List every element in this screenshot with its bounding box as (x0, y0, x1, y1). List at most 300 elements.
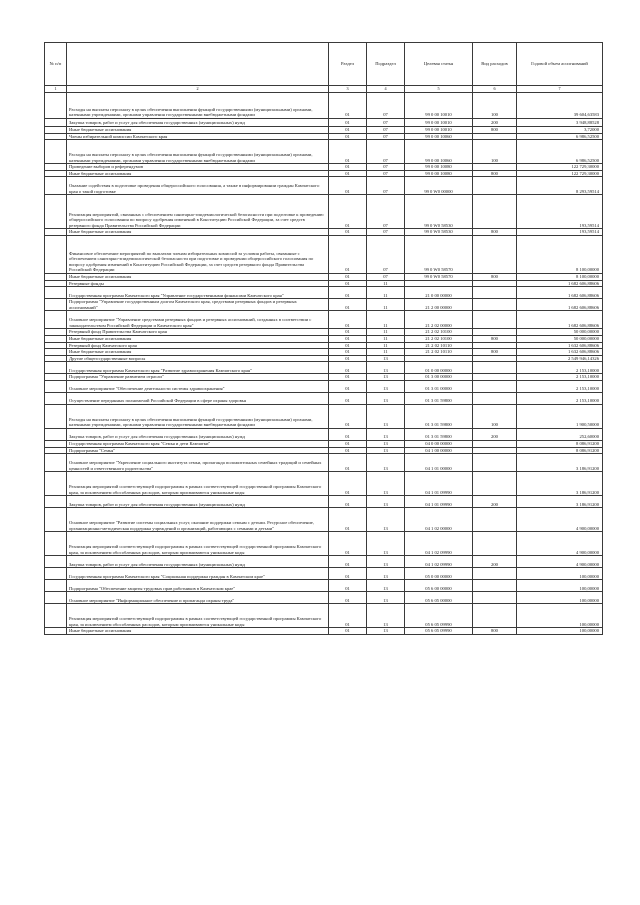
row-amount-cell: 100,00000 (517, 580, 603, 592)
row-expense-type-cell (473, 447, 517, 454)
row-subsection-cell: 07 (367, 119, 405, 127)
row-name-cell: Другие общегосударственные вопросы (67, 355, 329, 362)
table-row (45, 235, 603, 273)
budget-table (44, 42, 603, 635)
row-section-cell: 01 (329, 628, 367, 635)
row-target-article-cell: 99 0 W0 00000 (405, 177, 473, 195)
row-subsection-cell: 13 (367, 374, 405, 381)
row-target-article-cell: 05 6 05 00000 (405, 592, 473, 604)
row-subsection-cell: 13 (367, 604, 405, 628)
row-number-cell (45, 568, 67, 580)
row-target-article-cell: 01 3 00 00000 (405, 374, 473, 381)
row-section-cell: 01 (329, 454, 367, 472)
row-subsection-cell: 13 (367, 568, 405, 580)
row-number-cell (45, 287, 67, 299)
row-amount-cell: 2 153,10000 (517, 362, 603, 374)
row-expense-type-cell (473, 177, 517, 195)
row-subsection-cell: 07 (367, 93, 405, 119)
row-amount-cell: 4 900,00000 (517, 532, 603, 556)
row-section-cell: 01 (329, 164, 367, 171)
row-amount-cell: 1 632 606,88606 (517, 342, 603, 349)
row-target-article-cell: 21 2 00 00000 (405, 299, 473, 311)
row-section-cell: 01 (329, 229, 367, 236)
row-target-article-cell: 99 0 00 10010 (405, 93, 473, 119)
row-number-cell (45, 374, 67, 381)
row-expense-type-cell: 100 (473, 140, 517, 164)
table-row (45, 311, 603, 329)
row-name-cell: Иные бюджетные ассигнования (67, 273, 329, 280)
row-expense-type-cell (473, 604, 517, 628)
row-expense-type-cell: 200 (473, 428, 517, 440)
row-number-cell (45, 380, 67, 392)
row-number-cell (45, 349, 67, 356)
row-section-cell: 01 (329, 127, 367, 134)
header-annual-amount: Годовой объем ассигнований (517, 43, 603, 86)
table-row (45, 440, 603, 447)
row-section-cell: 01 (329, 355, 367, 362)
table-row (45, 195, 603, 229)
row-subsection-cell: 11 (367, 280, 405, 287)
row-subsection-cell: 13 (367, 380, 405, 392)
row-target-article-cell: 99 0 00 10080 (405, 170, 473, 177)
row-section-cell: 01 (329, 329, 367, 336)
table-row (45, 556, 603, 568)
row-name-cell: Финансовое обеспечение мероприятий по выплатам членам избирательных комиссий за условия работы, связанные с обеспечением санитарно-эпидемиологической безопасности при подготовке и проведении общероссийского голосования по вопросу одобрения изменений в Конституцию Российской Федерации, за счет средств резервного фонда Правительства Российской Федерации (67, 235, 329, 273)
row-number-cell (45, 280, 67, 287)
row-amount-cell: 8 086,91200 (517, 440, 603, 447)
row-expense-type-cell: 800 (473, 349, 517, 356)
row-name-cell: Основное мероприятие "Укрепление социального института семьи, пропаганда положительных семейных традиций и семейных ценностей и ответственного родительства" (67, 454, 329, 472)
row-target-article-cell: 05 6 05 09990 (405, 628, 473, 635)
row-expense-type-cell (473, 195, 517, 229)
row-amount-cell: 100,00000 (517, 592, 603, 604)
row-target-article-cell (405, 355, 473, 362)
row-amount-cell: 252,60000 (517, 428, 603, 440)
row-subsection-cell: 07 (367, 170, 405, 177)
row-target-article-cell: 04 1 02 09990 (405, 532, 473, 556)
row-amount-cell: 193,59514 (517, 195, 603, 229)
row-name-cell: Резервные фонды (67, 280, 329, 287)
row-subsection-cell: 07 (367, 273, 405, 280)
row-amount-cell: 100,00000 (517, 568, 603, 580)
row-expense-type-cell (473, 164, 517, 171)
row-target-article-cell: 99 0 00 10060 (405, 140, 473, 164)
table-row (45, 342, 603, 349)
row-number-cell (45, 329, 67, 336)
column-index: 6 (473, 86, 517, 93)
row-section-cell: 01 (329, 273, 367, 280)
row-name-cell: Государственная программа Камчатского края "Социальная поддержка граждан в Камчатском крае" (67, 568, 329, 580)
row-target-article-cell: 99 0 W0 58570 (405, 235, 473, 273)
row-expense-type-cell (473, 342, 517, 349)
table-row (45, 229, 603, 236)
row-name-cell: Реализация мероприятий соответствующей подпрограммы в рамках соответствующей государственной программы Камчатского края, за исключением обособленных расходов, которым присваиваются уникальные коды (67, 604, 329, 628)
row-target-article-cell: 21 2 02 10110 (405, 349, 473, 356)
row-amount-cell: 2 549 946,14326 (517, 355, 603, 362)
row-name-cell: Иные бюджетные ассигнования (67, 229, 329, 236)
row-amount-cell: 4 900,00000 (517, 508, 603, 532)
row-expense-type-cell: 800 (473, 127, 517, 134)
header-expense-type: Вид расходов (473, 43, 517, 86)
table-row (45, 380, 603, 392)
row-number-cell (45, 628, 67, 635)
row-name-cell: Иные бюджетные ассигнования (67, 170, 329, 177)
row-section-cell: 01 (329, 235, 367, 273)
row-name-cell: Расходы на выплаты персоналу в целях обеспечения выполнения функций государственными (муниципальными) органами, казенными учреждениями, органами управления государственными внебюджетными фондами (67, 140, 329, 164)
row-number-cell (45, 428, 67, 440)
row-amount-cell: 1 900,50000 (517, 404, 603, 428)
row-section-cell: 01 (329, 119, 367, 127)
row-target-article-cell: 04 1 00 00000 (405, 447, 473, 454)
row-amount-cell: 3 186,91200 (517, 472, 603, 496)
table-row (45, 628, 603, 635)
row-section-cell: 01 (329, 280, 367, 287)
row-expense-type-cell (473, 362, 517, 374)
row-subsection-cell: 07 (367, 127, 405, 134)
row-number-cell (45, 140, 67, 164)
row-name-cell: Осуществление переданных полномочий Российской Федерации в сфере охраны здоровья (67, 392, 329, 404)
row-name-cell: Реализация мероприятий соответствующей подпрограммы в рамках соответствующей государственной программы Камчатского края, за исключением обособленных расходов, которым присваиваются уникальные коды (67, 532, 329, 556)
row-subsection-cell: 13 (367, 592, 405, 604)
row-section-cell: 01 (329, 311, 367, 329)
row-expense-type-cell (473, 508, 517, 532)
row-expense-type-cell (473, 329, 517, 336)
row-number-cell (45, 362, 67, 374)
table-row (45, 177, 603, 195)
table-row (45, 508, 603, 532)
row-subsection-cell: 11 (367, 335, 405, 342)
header-subsection: Подраздел (367, 43, 405, 86)
row-target-article-cell: 99 0 W0 58570 (405, 273, 473, 280)
row-number-cell (45, 170, 67, 177)
row-section-cell: 01 (329, 404, 367, 428)
row-name-cell: Иные бюджетные ассигнования (67, 349, 329, 356)
row-subsection-cell: 11 (367, 299, 405, 311)
row-name-cell: Государственная программа Камчатского края "Развитие здравоохранения Камчатского края" (67, 362, 329, 374)
row-section-cell: 01 (329, 140, 367, 164)
row-subsection-cell: 13 (367, 440, 405, 447)
row-amount-cell: 8 293,59514 (517, 177, 603, 195)
table-row (45, 392, 603, 404)
row-section-cell: 01 (329, 170, 367, 177)
row-number-cell (45, 580, 67, 592)
row-amount-cell: 1 682 606,88606 (517, 287, 603, 299)
row-expense-type-cell (473, 235, 517, 273)
row-number-cell (45, 335, 67, 342)
row-expense-type-cell: 100 (473, 93, 517, 119)
row-target-article-cell: 99 0 W0 58530 (405, 229, 473, 236)
row-name-cell: Подпрограмма "Управление государственным долгом Камчатского края, средствами резервных фондов и резервных ассигнований" (67, 299, 329, 311)
row-expense-type-cell (473, 287, 517, 299)
row-amount-cell: 2 153,10000 (517, 380, 603, 392)
row-target-article-cell: 04 1 01 09990 (405, 496, 473, 508)
table-row (45, 362, 603, 374)
row-expense-type-cell: 800 (473, 229, 517, 236)
row-number-cell (45, 195, 67, 229)
row-target-article-cell: 99 0 00 10010 (405, 127, 473, 134)
row-target-article-cell: 21 0 00 00000 (405, 287, 473, 299)
row-section-cell: 01 (329, 335, 367, 342)
row-name-cell: Основное мероприятие "Развитие системы социальных услуг, оказание поддержки семьям с детьми. Ресурсное обеспечение, организационно-методическая поддержка учреждений и организаций, работающих с семьями и детьми" (67, 508, 329, 532)
row-number-cell (45, 556, 67, 568)
row-number-cell (45, 119, 67, 127)
row-name-cell: Резервный фонд Камчатского края (67, 342, 329, 349)
row-number-cell (45, 447, 67, 454)
table-row (45, 349, 603, 356)
row-amount-cell: 2 153,10000 (517, 374, 603, 381)
row-name-cell: Основное мероприятие "Информационное обеспечение и пропаганда охраны труда" (67, 592, 329, 604)
row-subsection-cell: 11 (367, 287, 405, 299)
row-target-article-cell: 21 2 02 10100 (405, 329, 473, 336)
row-amount-cell: 1 682 606,88606 (517, 280, 603, 287)
row-expense-type-cell (473, 133, 517, 140)
row-expense-type-cell: 800 (473, 273, 517, 280)
row-subsection-cell: 11 (367, 342, 405, 349)
row-name-cell: Расходы на выплаты персоналу в целях обеспечения выполнения функций государственными (муниципальными) органами, казенными учреждениями, органами управления государственными внебюджетными фондами (67, 404, 329, 428)
row-amount-cell: 100,00000 (517, 604, 603, 628)
row-name-cell: Расходы на выплаты персоналу в целях обеспечения выполнения функций государственными (муниципальными) органами, казенными учреждениями, органами управления государственными внебюджетными фондами (67, 93, 329, 119)
budget-document (44, 42, 602, 635)
table-row (45, 447, 603, 454)
row-subsection-cell: 13 (367, 362, 405, 374)
row-number-cell (45, 299, 67, 311)
column-index: 3 (329, 86, 367, 93)
row-section-cell: 01 (329, 592, 367, 604)
row-expense-type-cell (473, 380, 517, 392)
row-section-cell: 01 (329, 428, 367, 440)
row-number-cell (45, 311, 67, 329)
row-subsection-cell: 13 (367, 532, 405, 556)
row-number-cell (45, 229, 67, 236)
row-target-article-cell: 01 3 01 00000 (405, 380, 473, 392)
table-row (45, 454, 603, 472)
row-number-cell (45, 177, 67, 195)
table-row (45, 140, 603, 164)
row-expense-type-cell: 800 (473, 628, 517, 635)
row-target-article-cell: 04 1 01 00000 (405, 454, 473, 472)
row-target-article-cell: 99 0 W0 58530 (405, 195, 473, 229)
row-name-cell: Основное мероприятие "Обеспечение деятельности системы здравоохранения" (67, 380, 329, 392)
row-subsection-cell: 13 (367, 628, 405, 635)
table-row (45, 93, 603, 119)
row-subsection-cell: 13 (367, 355, 405, 362)
row-expense-type-cell (473, 580, 517, 592)
row-amount-cell: 8 086,91200 (517, 447, 603, 454)
row-target-article-cell: 01 3 01 59800 (405, 404, 473, 428)
row-amount-cell: 193,59514 (517, 229, 603, 236)
row-amount-cell: 3,72000 (517, 127, 603, 134)
row-subsection-cell: 13 (367, 496, 405, 508)
row-target-article-cell: 01 0 00 00000 (405, 362, 473, 374)
row-name-cell: Иные бюджетные ассигнования (67, 335, 329, 342)
row-name-cell: Государственная программа Камчатского края "Семья и дети Камчатки" (67, 440, 329, 447)
row-name-cell: Закупка товаров, работ и услуг для обеспечения государственных (муниципальных) нужд (67, 119, 329, 127)
row-name-cell: Реализация мероприятий соответствующей подпрограммы в рамках соответствующей государственной программы Камчатского края, за исключением обособленных расходов, которым присваиваются уникальные коды (67, 472, 329, 496)
row-section-cell: 01 (329, 508, 367, 532)
table-row (45, 273, 603, 280)
row-subsection-cell: 07 (367, 235, 405, 273)
row-expense-type-cell (473, 299, 517, 311)
row-section-cell: 01 (329, 496, 367, 508)
row-section-cell: 01 (329, 532, 367, 556)
row-subsection-cell: 13 (367, 454, 405, 472)
row-section-cell: 01 (329, 133, 367, 140)
row-expense-type-cell (473, 454, 517, 472)
row-target-article-cell: 01 3 01 59800 (405, 428, 473, 440)
row-target-article-cell: 04 0 00 00000 (405, 440, 473, 447)
table-row (45, 404, 603, 428)
table-row (45, 127, 603, 134)
row-name-cell: Подпрограмма "Семья" (67, 447, 329, 454)
row-name-cell: Подпрограмма "Обеспечение защиты трудовых прав работников в Камчатском крае" (67, 580, 329, 592)
table-row (45, 532, 603, 556)
table-body (45, 93, 603, 635)
row-subsection-cell: 13 (367, 556, 405, 568)
row-number-cell (45, 342, 67, 349)
row-number-cell (45, 164, 67, 171)
row-target-article-cell (405, 280, 473, 287)
table-row (45, 299, 603, 311)
table-row (45, 568, 603, 580)
row-target-article-cell: 04 1 02 00000 (405, 508, 473, 532)
column-index: 7 (517, 86, 603, 93)
row-section-cell: 01 (329, 604, 367, 628)
row-number-cell (45, 127, 67, 134)
row-target-article-cell: 04 1 01 09990 (405, 472, 473, 496)
table-row (45, 164, 603, 171)
row-expense-type-cell: 100 (473, 404, 517, 428)
row-number-cell (45, 235, 67, 273)
row-number-cell (45, 508, 67, 532)
row-target-article-cell: 05 6 00 00000 (405, 580, 473, 592)
row-amount-cell: 39 604,63583 (517, 93, 603, 119)
row-target-article-cell: 99 0 00 10060 (405, 133, 473, 140)
row-subsection-cell: 07 (367, 140, 405, 164)
row-expense-type-cell: 800 (473, 170, 517, 177)
table-row (45, 374, 603, 381)
row-expense-type-cell (473, 392, 517, 404)
row-section-cell: 01 (329, 299, 367, 311)
column-index: 4 (367, 86, 405, 93)
row-name-cell: Основное мероприятие "Управление средствами резервных фондов и резервных ассигнований, созданных в соответствии с законодательством Российской Федерации и Камчатского края" (67, 311, 329, 329)
row-amount-cell: 3 948,88528 (517, 119, 603, 127)
table-row (45, 428, 603, 440)
row-expense-type-cell (473, 355, 517, 362)
row-amount-cell: 8 100,00000 (517, 235, 603, 273)
row-number-cell (45, 604, 67, 628)
row-section-cell: 01 (329, 93, 367, 119)
row-expense-type-cell (473, 280, 517, 287)
row-amount-cell: 122 729,30000 (517, 170, 603, 177)
column-index: 1 (45, 86, 67, 93)
table-row (45, 119, 603, 127)
row-subsection-cell: 13 (367, 508, 405, 532)
row-number-cell (45, 273, 67, 280)
row-name-cell: Закупка товаров, работ и услуг для обеспечения государственных (муниципальных) нужд (67, 428, 329, 440)
row-section-cell: 01 (329, 287, 367, 299)
row-name-cell: Резервный фонд Правительства Камчатского края (67, 329, 329, 336)
column-index-row (45, 86, 603, 93)
row-section-cell: 01 (329, 392, 367, 404)
row-amount-cell: 1 682 606,88606 (517, 299, 603, 311)
table-row (45, 604, 603, 628)
table-row (45, 133, 603, 140)
row-target-article-cell: 05 6 05 09990 (405, 604, 473, 628)
table-row (45, 355, 603, 362)
table-row (45, 280, 603, 287)
row-target-article-cell: 21 2 02 10110 (405, 342, 473, 349)
row-amount-cell: 50 000,00000 (517, 329, 603, 336)
row-target-article-cell: 99 0 00 10010 (405, 119, 473, 127)
row-expense-type-cell (473, 472, 517, 496)
row-amount-cell: 6 986,52500 (517, 133, 603, 140)
row-section-cell: 01 (329, 580, 367, 592)
row-expense-type-cell: 200 (473, 496, 517, 508)
row-name-cell: Иные бюджетные ассигнования (67, 127, 329, 134)
row-subsection-cell: 11 (367, 349, 405, 356)
row-expense-type-cell (473, 568, 517, 580)
row-number-cell (45, 440, 67, 447)
row-section-cell: 01 (329, 362, 367, 374)
row-number-cell (45, 472, 67, 496)
row-section-cell: 01 (329, 195, 367, 229)
row-number-cell (45, 532, 67, 556)
row-name-cell: Члены избирательной комиссии Камчатского края (67, 133, 329, 140)
row-number-cell (45, 355, 67, 362)
row-name-cell: Оказание содействия в подготовке проведения общероссийского голосования, а также в информировании граждан Камчатского края о такой подготовке (67, 177, 329, 195)
row-number-cell (45, 454, 67, 472)
row-section-cell: 01 (329, 556, 367, 568)
table-row (45, 335, 603, 342)
row-amount-cell: 1 632 606,88606 (517, 349, 603, 356)
row-subsection-cell: 13 (367, 580, 405, 592)
table-row (45, 592, 603, 604)
row-subsection-cell: 13 (367, 472, 405, 496)
row-target-article-cell: 04 1 02 09990 (405, 556, 473, 568)
row-section-cell: 01 (329, 374, 367, 381)
row-number-cell (45, 404, 67, 428)
row-expense-type-cell (473, 592, 517, 604)
row-name-cell: Закупка товаров, работ и услуг для обеспечения государственных (муниципальных) нужд (67, 556, 329, 568)
header-row (45, 43, 603, 86)
row-section-cell: 01 (329, 440, 367, 447)
row-subsection-cell: 11 (367, 311, 405, 329)
row-number-cell (45, 392, 67, 404)
row-target-article-cell: 99 0 00 10080 (405, 164, 473, 171)
row-target-article-cell: 01 3 01 59800 (405, 392, 473, 404)
row-section-cell: 01 (329, 342, 367, 349)
row-amount-cell: 3 186,91200 (517, 496, 603, 508)
row-number-cell (45, 93, 67, 119)
row-name-cell: Государственная программа Камчатского края "Управление государственными финансами Камчатского края" (67, 287, 329, 299)
column-index: 5 (405, 86, 473, 93)
row-subsection-cell: 11 (367, 329, 405, 336)
row-section-cell: 01 (329, 380, 367, 392)
row-expense-type-cell (473, 374, 517, 381)
row-amount-cell: 122 729,30000 (517, 164, 603, 171)
row-name-cell: Реализация мероприятий, связанных с обеспечением санитарно-эпидемиологической безопасности при подготовке к проведению общероссийского голосования по вопросу одобрения изменений в Конституцию Российской Федерации, за счет средств резервного фонда Правительства Российской Федерации (67, 195, 329, 229)
row-amount-cell: 4 900,00000 (517, 556, 603, 568)
column-index: 2 (67, 86, 329, 93)
row-subsection-cell: 07 (367, 164, 405, 171)
row-number-cell (45, 496, 67, 508)
row-amount-cell: 50 000,00000 (517, 335, 603, 342)
row-target-article-cell: 21 2 02 10100 (405, 335, 473, 342)
table-row (45, 580, 603, 592)
row-name-cell: Подпрограмма "Управление развитием отрасли" (67, 374, 329, 381)
row-section-cell: 01 (329, 177, 367, 195)
row-subsection-cell: 07 (367, 133, 405, 140)
